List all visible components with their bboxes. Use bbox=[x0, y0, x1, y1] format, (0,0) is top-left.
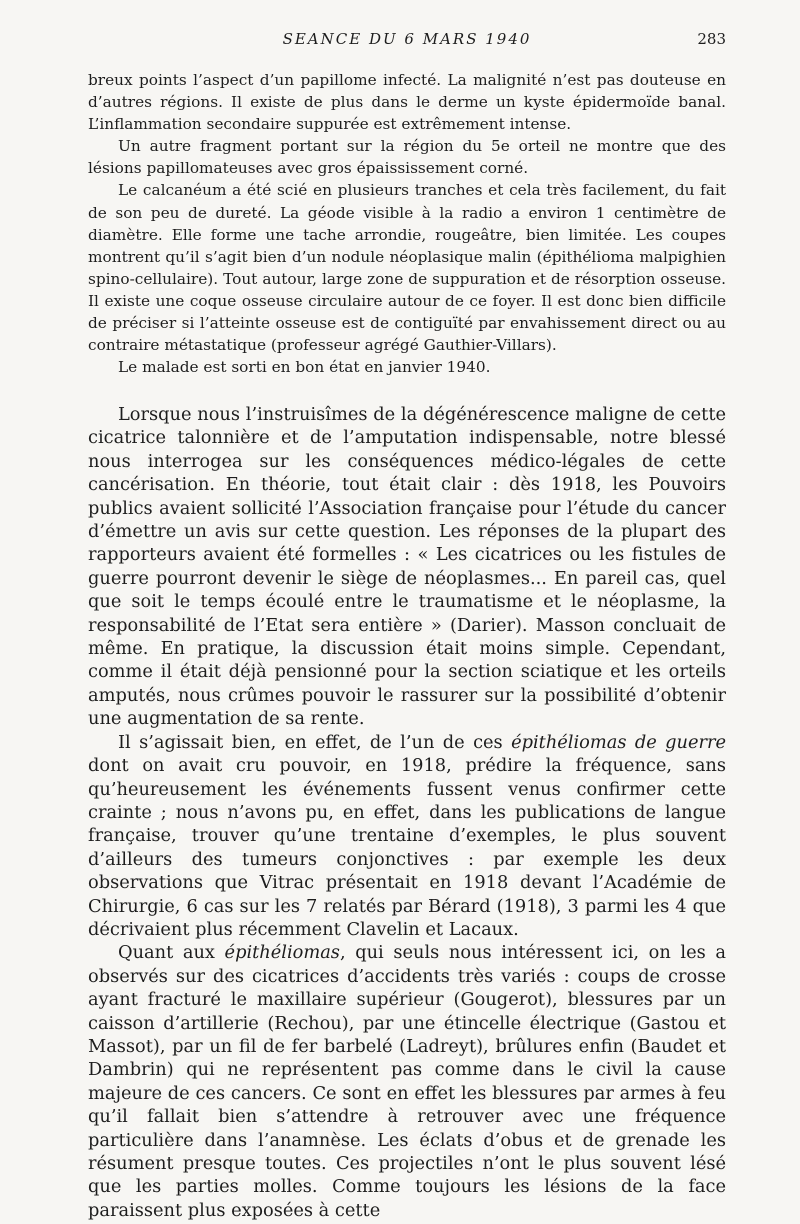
case-report-paragraph: breux points l’aspect d’un papillome infecté. La malignité n’est pas douteuse en d’autres régions. Il existe de plus dans le derme un kyste épidermoïde banal. L’inflammation secondaire suppurée est extrêmement intense. bbox=[88, 71, 726, 134]
case-report-paragraph: Un autre fragment portant sur la région du 5e orteil ne montre que des lésions papillomateuses avec gros épaississement corné. bbox=[88, 137, 726, 178]
page-header bbox=[88, 30, 726, 58]
discussion-paragraph-3 bbox=[88, 941, 726, 1222]
discussion-section bbox=[88, 403, 726, 1222]
case-report-section bbox=[88, 69, 726, 378]
text-run: Quant aux bbox=[118, 942, 225, 964]
case-report-paragraph: Le calcanéum a été scié en plusieurs tranches et cela très facilement, du fait de son peu de dureté. La géode visible à la radio a environ 1 centimètre de diamètre. Elle forme une tache arrondie, rougeâtre, bien limitée. Les coupes montrent qu’il s’agit bien d’un nodule néoplasique malin (épithélioma malpighien spino-cellulaire). Tout autour, large zone de suppuration et de résorption osseuse. Il existe une coque osseuse circulaire autour de ce foyer. Il est donc bien difficile de préciser si l’atteinte osseuse est de contiguïté par envahissement direct ou au contraire métastatique (professeur agrégé Gauthier-Villars). bbox=[88, 181, 726, 355]
discussion-paragraph-2 bbox=[88, 731, 726, 942]
text-run: Il s’agissait bien, en effet, de l’un de ces bbox=[118, 731, 512, 753]
case-report-paragraph: Le malade est sorti en bon état en janvier 1940. bbox=[118, 358, 491, 377]
discussion-paragraph-1: Lorsque nous l’instruisîmes de la dégénérescence maligne de cette cicatrice talonnière et de l’amputation indispensable, notre blessé nous interrogea sur les conséquences médico-légales de cette cancérisation. En théorie, tout était clair : dès 1918, les Pouvoirs publics avaient sollicité l’Association française pour l’étude du cancer d’émettre un avis sur cette question. Les réponses de la plupart des rapporteurs avaient été formelles : « Les cicatrices ou les fistules de guerre pourront devenir le siège de néoplasmes... En pareil cas, quel que soit le temps écoulé entre le traumatisme et le néoplasme, la responsabilité de l’Etat sera entière » (Darier). Masson concluait de même. En pratique, la discussion était moins simple. Cependant, comme il était déjà pensionné pour la section sciatique et les orteils amputés, nous crûmes pouvoir le rassurer sur la possibilité d’obtenir une augmentation de sa rente. bbox=[88, 404, 726, 730]
text-run: , qui seuls nous intéressent ici, on les a observés sur des cicatrices d’accidents très variés : coups de crosse ayant fracturé le maxillaire supérieur (Gougerot), blessures par un caisson d’artillerie (Rechou), par une étincelle électrique (Gastou et Massot), par un fil de fer barbelé (Ladreyt), brûlures enfin (Baudet et Dambrin) qui ne représentent pas comme dans le civil la cause majeure de ces cancers. Ce sont en effet les blessures par armes à feu qu’il fallait bien s’attendre à retrouver avec une fréquence particulière dans l’anamnèse. Les éclats d’obus et de grenade les résument presque toutes. Ces projectiles n’ont le plus souvent lésé que les parties molles. Comme toujours les lésions de la face paraissent plus exposées à cette bbox=[88, 942, 726, 1221]
page-number: 283 bbox=[697, 30, 726, 48]
italic-term: épithéliomas de guerre bbox=[511, 731, 727, 753]
italic-term: épithéliomas bbox=[224, 942, 340, 964]
text-run: dont on avait cru pouvoir, en 1918, prédire la fréquence, sans qu’heureusement les événements fussent venus confirmer cette crainte ; nous n’avons pu, en effet, dans les publications de langue française, trouver qu’une trentaine d’exemples, le plus souvent d’ailleurs des tumeurs conjonctives : par exemple les deux observations que Vitrac présentait en 1918 devant l’Académie de Chirurgie, 6 cas sur les 7 relatés par Bérard (1918), 3 parmi les 4 que décrivaient plus récemment Clavelin et Lacaux. bbox=[88, 755, 726, 940]
running-title: SEANCE DU 6 MARS 1940 bbox=[282, 30, 532, 48]
